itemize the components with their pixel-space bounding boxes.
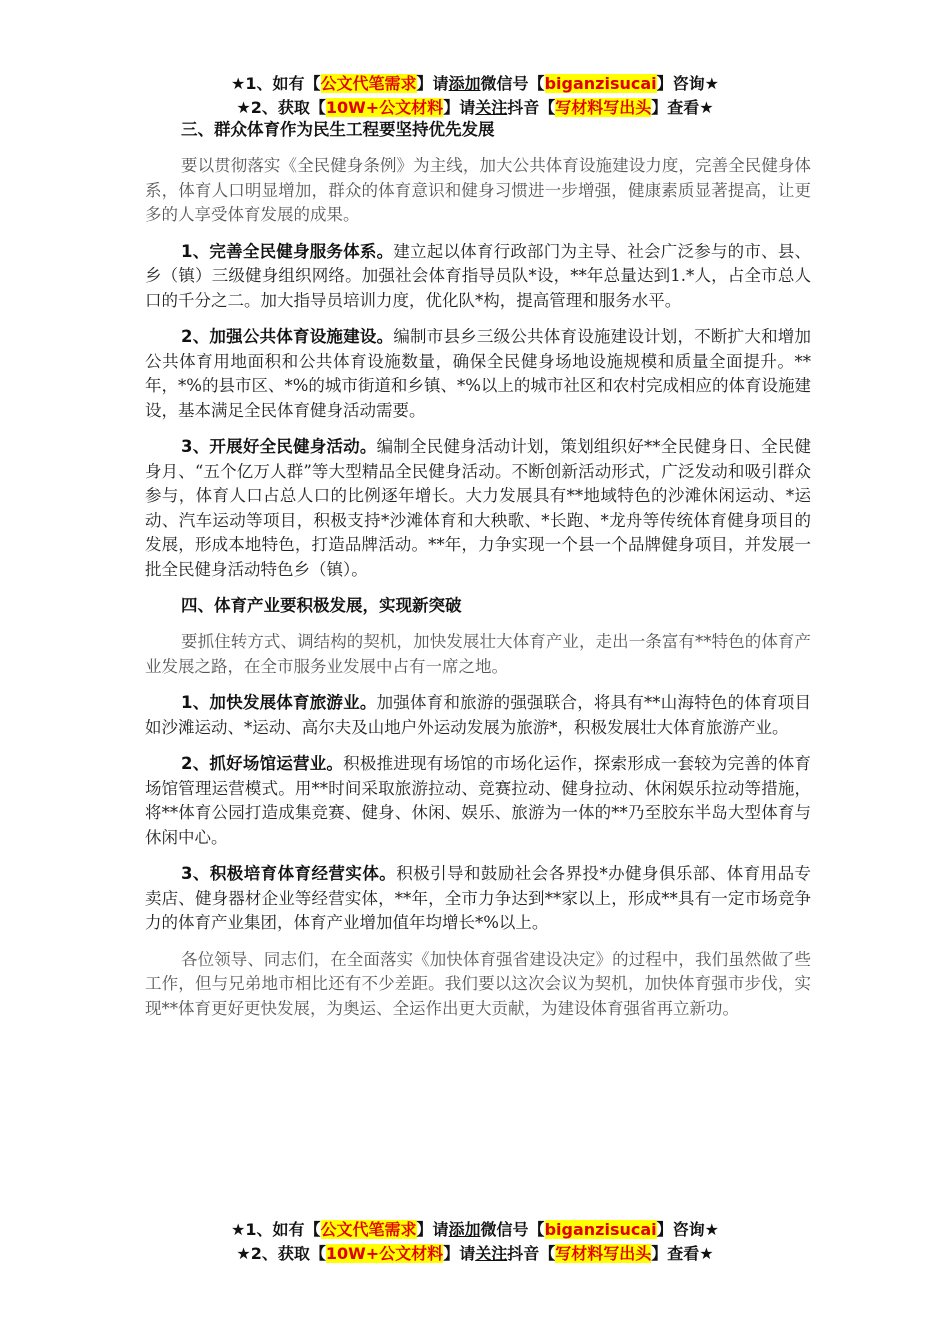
bottom-banner: [0, 1218, 950, 1266]
banner-highlight: 公文代笔需求: [320, 74, 417, 93]
banner-highlight: 公文代笔需求: [320, 1220, 417, 1239]
banner-highlight: 10W+公文材料: [325, 98, 444, 117]
section-3-item-1: 1、完善全民健身服务体系。建立起以体育行政部门为主导、社会广泛参与的市、县、乡（镇）三级健身组织网络。加强社会体育指导员队*设，**年总量达到1.*人，占全市总人口的千分之二。加大指导员培训力度，优化队*构，提高管理和服务水平。: [145, 241, 812, 310]
section-4-item-3: 3、积极培育体育经营实体。积极引导和鼓励社会各界投*办健身俱乐部、体育用品专卖店、健身器材企业等经营实体，**年，全市力争达到**家以上，形成**具有一定市场竞争力的体育产业集团，体育产业增加值年均增长*%以上。: [145, 864, 812, 932]
banner-line-1: ★1、如有【公文代笔需求】请添加微信号【biganzisucai】咨询★: [231, 74, 719, 93]
section-4-heading: 四、体育产业要积极发展，实现新突破: [181, 596, 462, 615]
banner-wechat-id: biganzisucai: [544, 74, 657, 93]
banner-highlight: 10W+公文材料: [325, 1244, 444, 1263]
closing-paragraph: 各位领导、同志们，在全面落实《加快体育强省建设决定》的过程中，我们虽然做了些工作，但与兄弟地市相比还有不少差距。我们要以这次会议为契机，加快体育强市步伐，实现**体育更好更快发展，为奥运、全运作出更大贡献，为建设体育强省再立新功。: [145, 949, 811, 1018]
section-3-item-3: 3、开展好全民健身活动。编制全民健身活动计划，策划组织好**全民健身日、全民健身月、“五个亿万人群”等大型精品全民健身活动。不断创新活动形式，广泛发动和吸引群众参与，体育人口占总人口的比例逐年增长。大力发展具有**地域特色的沙滩休闲运动、*运动、汽车运动等项目，积极支持*沙滩体育和大秧歌、*长跑、*龙舟等传统体育健身项目的发展，形成本地特色，打造品牌活动。**年，力争实现一个县一个品牌健身项目，并发展一批全民健身活动特色乡（镇）。: [145, 437, 812, 579]
document-body: [145, 118, 811, 1033]
banner-douyin-id: 写材料写出头: [555, 98, 652, 117]
banner-line-2: ★2、获取【10W+公文材料】请关注抖音【写材料写出头】查看★: [236, 98, 714, 117]
banner-wechat-id: biganzisucai: [544, 1220, 657, 1239]
section-3-intro: 要以贯彻落实《全民健身条例》为主线，加大公共体育设施建设力度，完善全民健身体系，体育人口明显增加，群众的体育意识和健身习惯进一步增强，健康素质显著提高，让更多的人享受体育发展的成果。: [145, 156, 811, 224]
top-banner: [0, 72, 950, 120]
banner-line-1: ★1、如有【公文代笔需求】请添加微信号【biganzisucai】咨询★: [231, 1220, 719, 1239]
section-4-intro: 要抓住转方式、调结构的契机，加快发展壮大体育产业，走出一条富有**特色的体育产业发展之路，在全市服务业发展中占有一席之地。: [145, 632, 811, 676]
banner-douyin-id: 写材料写出头: [555, 1244, 652, 1263]
section-3-heading: 三、群众体育作为民生工程要坚持优先发展: [181, 120, 495, 139]
banner-line-2: ★2、获取【10W+公文材料】请关注抖音【写材料写出头】查看★: [236, 1244, 714, 1263]
section-4-item-2: 2、抓好场馆运营业。积极推进现有场馆的市场化运作，探索形成一套较为完善的体育场馆管理运营模式。用**时间采取旅游拉动、竞赛拉动、健身拉动、休闲娱乐拉动等措施，将**体育公园打造成集竞赛、健身、休闲、娱乐、旅游为一体的**乃至胶东半岛大型体育与休闲中心。: [145, 754, 812, 847]
section-3-item-2: 2、加强公共体育设施建设。编制市县乡三级公共体育设施建设计划，不断扩大和增加公共体育用地面积和公共体育设施数量，确保全民健身场地设施规模和质量全面提升。**年，*%的县市区、*%的城市街道和乡镇、*%以上的城市社区和农村完成相应的体育设施建设，基本满足全民体育健身活动需要。: [145, 327, 812, 420]
section-4-item-1: 1、加快发展体育旅游业。加强体育和旅游的强强联合，将具有**山海特色的体育项目如沙滩运动、*运动、高尔夫及山地户外运动发展为旅游*，积极发展壮大体育旅游产业。: [145, 693, 812, 737]
